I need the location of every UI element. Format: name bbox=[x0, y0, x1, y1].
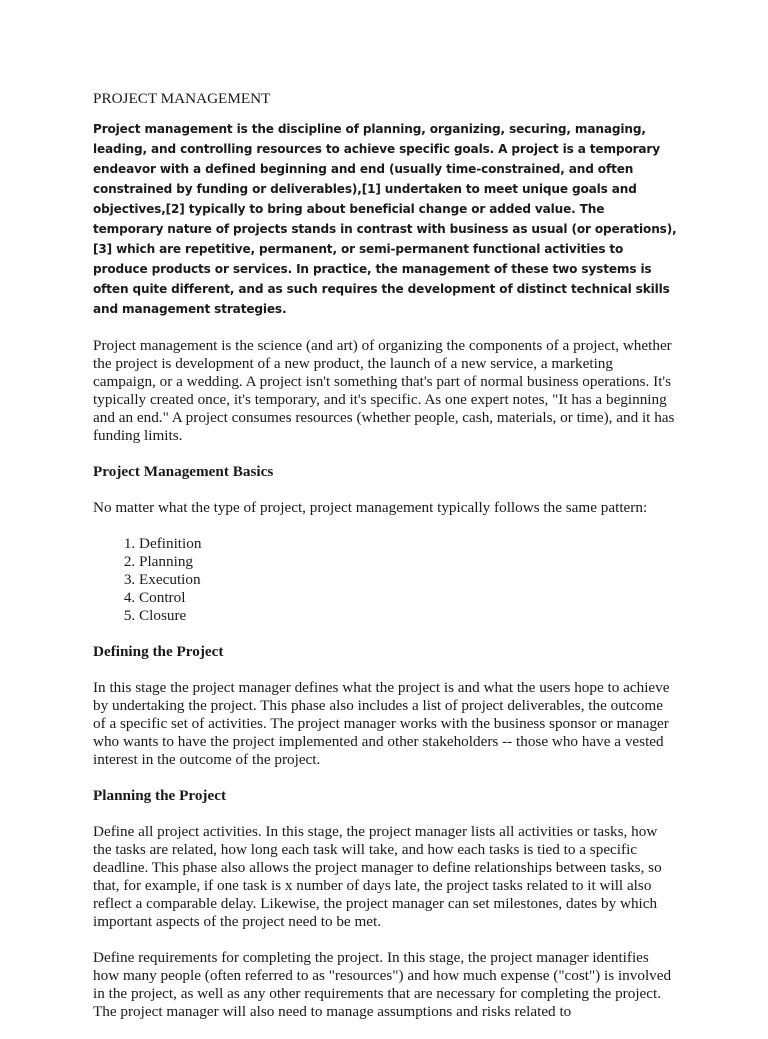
paragraph-planning-requirements: Define requirements for completing the project. In this stage, the project manager identifies how many people (often referred to as "resources") and how much expense ("cost") is involved in the project, as well as any other requirements that are necessary for completing the project. The project manager will also need to manage assumptions and risks related to bbox=[93, 949, 672, 1020]
heading-defining-the-project: Defining the Project bbox=[93, 643, 224, 660]
step-execution: 3. Execution bbox=[139, 571, 678, 589]
document-title: PROJECT MANAGEMENT bbox=[93, 90, 271, 107]
document-page bbox=[93, 90, 678, 1039]
heading-planning-the-project: Planning the Project bbox=[93, 787, 227, 804]
step-closure: 5. Closure bbox=[139, 607, 678, 625]
step-planning: 2. Planning bbox=[139, 553, 678, 571]
intro-paragraph: Project management is the discipline of planning, organizing, securing, managing, leading, and controlling resources to achieve specific goals. A project is a temporary endeavor with a defined beginning and end (usually time-constrained, and often constrained by funding or deliverables),[1] undertaken to meet unique goals and objectives,[2] typically to bring about beneficial change or added value. The temporary nature of projects stands in contrast with business as usual (or operations),[3] which are repetitive, permanent, or semi-permanent functional activities to produce products or services. In practice, the management of these two systems is often quite different, and as such requires the development of distinct technical skills and management strategies. bbox=[93, 122, 677, 316]
step-control: 4. Control bbox=[139, 589, 678, 607]
paragraph-defining: In this stage the project manager defines what the project is and what the users hope to achieve by undertaking the project. This phase also includes a list of project deliverables, the outcome of a specific set of activities. The project manager works with the business sponsor or manager who wants to have the project implemented and other stakeholders -- those who have a vested interest in the outcome of the project. bbox=[93, 679, 670, 768]
paragraph-science-and-art: Project management is the science (and art) of organizing the components of a project, whether the project is development of a new product, the launch of a new service, a marketing campaign, or a wedding. A project isn't something that's part of normal business operations. It's typically created once, it's temporary, and it's specific. As one expert notes, "It has a beginning and an end." A project consumes resources (whether people, cash, materials, or time), and it has funding limits. bbox=[93, 337, 675, 444]
paragraph-basics: No matter what the type of project, project management typically follows the same pattern: bbox=[93, 499, 648, 516]
paragraph-planning-activities: Define all project activities. In this stage, the project manager lists all activities or tasks, how the tasks are related, how long each task will take, and how each tasks is tied to a specific deadline. This phase also allows the project manager to define relationships between tasks, so that, for example, if one task is x number of days late, the project tasks related to it will also reflect a comparable delay. Likewise, the project manager can set milestones, dates by which important aspects of the project need to be met. bbox=[93, 823, 662, 930]
heading-project-management-basics: Project Management Basics bbox=[93, 463, 274, 480]
step-definition: 1. Definition bbox=[139, 535, 678, 553]
steps-list bbox=[93, 535, 678, 625]
